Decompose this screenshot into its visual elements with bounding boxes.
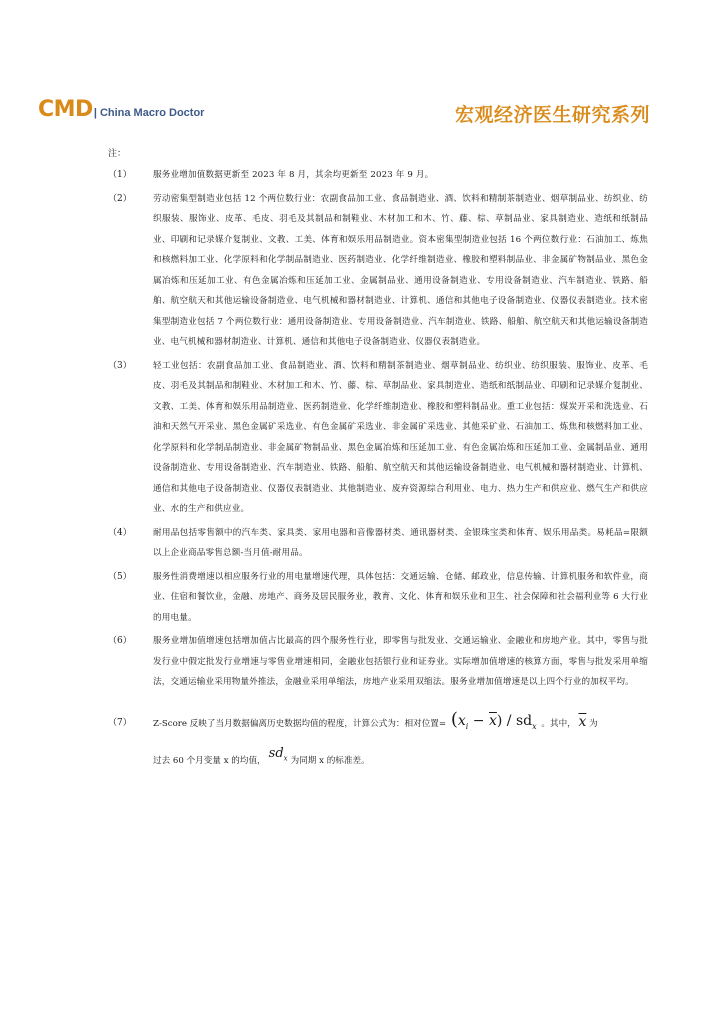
note-item [108,165,648,186]
sd-symbol: $sd_x$ [268,746,288,763]
series-title: 宏观经济医生研究系列 [454,104,650,126]
logo-subtitle: China Macro Doctor [96,107,205,119]
note-text: 服务业增加值数据更新至 2023 年 8 月，其余均更新至 2023 年 9 月。 [153,170,434,180]
note-number: （1） [108,170,132,180]
notes-label: 注： [108,149,127,159]
zscore-text-a: Z-Score 反映了当月数据偏离历史数据均值的程度，计算公式为：相对位置= [153,718,447,729]
zscore-formula: $(x_i - \overline{x}) / sd_x$ [450,708,537,731]
notes-section [108,147,648,772]
logo-separator: | [93,107,97,119]
zscore-line2-a: 过去 60 个月变量 x 的均值， [153,756,266,767]
zscore-description [153,705,648,742]
note-number: （7） [108,717,132,728]
note-item [108,567,648,629]
note-item [108,356,648,520]
note-number: （2） [108,193,132,204]
cmd-logo [38,97,204,122]
xbar-symbol: $\overline{x}$ [578,713,587,730]
zscore-line2-b: 为同期 x 的标准差。 [290,756,370,767]
note-number: （3） [108,360,132,371]
note-text: 劳动密集型制造业包括 12 个两位数行业：农副食品加工业、食品制造业、酒、饮料和精制茶制造业、烟草制品业、纺织业、纺织服装、服饰业、皮革、毛皮、羽毛及其制品和制鞋业、木材加工和木、竹、藤、棕、草制品业、家具制造业、造纸和纸制品业、印刷和记录媒介复制业、文教、工美、体育和娱乐用品制造业。资本密集型制造业包括 16 个两位数行业：石油加工、炼焦和核燃料加工业、化学原料和化学制品制造业、医药制造业、化学纤维制造业、橡胶和塑料制品业、非金属矿物制品业、黑色金属冶炼和压延加工业、有色金属冶炼和压延加工业、金属制品业、通用设备制造业、专用设备制造业、汽车制造业、铁路、船舶、航空航天和其他运输设备制造业、电气机械和器材制造业、计算机、通信和其他电子设备制造业、仪器仪表制造业。技术密集型制造业包括 7 个两位数行业：通用设备制造业、专用设备制造业、汽车制造业、铁路、船舶、航空航天和其他运输设备制造业、电气机械和器材制造业、计算机、通信和其他电子设备制造业、仪器仪表制造业。 [153,193,648,347]
zscore-text-b: 。其中， [541,718,576,729]
note-number: （5） [108,571,132,582]
note-number: （6） [108,636,132,646]
note-text: 轻工业包括：农副食品加工业、食品制造业、酒、饮料和精制茶制造业、烟草制品业、纺织业、纺织服装、服饰业、皮革、毛皮、羽毛及其制品和制鞋业、木材加工和木、竹、藤、棕、草制品业、家具制造业、造纸和纸制品业、印刷和记录媒介复制业、文教、工美、体育和娱乐用品制造业、医药制造业、化学纤维制造业、橡胶和塑料制品业。重工业包括：煤炭开采和洗选业、石油和天然气开采业、黑色金属矿采选业、有色金属矿采选业、非金属矿采选业、其他采矿业、石油加工、炼焦和核燃料加工业、化学原料和化学制品制造业、非金属矿物制品业、黑色金属冶炼和压延加工业、有色金属冶炼和压延加工业、金属制品业、通用设备制造业、专用设备制造业、汽车制造业、铁路、船舶、航空航天和其他运输设备制造业、电气机械和器材制造业、计算机、通信和其他电子设备制造业、仪器仪表制造业、其他制造业、废弃资源综合利用业、电力、热力生产和供应业、燃气生产和供应业、水的生产和供应业。 [153,360,648,514]
note-number: （4） [108,527,132,538]
note-item [108,189,648,353]
note-text: 服务业增加值增速包括增加值占比最高的四个服务性行业，即零售与批发业、交通运输业、金融业和房地产业。其中，零售与批发行业中假定批发行业增速与零售业增速相同，金融业包括银行业和证券业。实际增加值增速的核算方面，零售与批发采用单缩法，交通运输业采用物量外推法，金融业采用单缩法，房地产业采用双缩法。服务业增加值增速是以上四个行业的加权平均。 [153,636,648,687]
note-text: 耐用品包括零售额中的汽车类、家具类、家用电器和音像器材类、通讯器材类、金银珠宝类和体育、娱乐用品类。易耗品=限额以上企业商品零售总额-当月值-耐用品。 [153,527,648,558]
page-header [0,0,724,140]
zscore-line-2 [153,743,648,772]
note-text: 服务性消费增速以相应服务行业的用电量增速代理，具体包括：交通运输、仓储、邮政业，信息传输、计算机服务和软件业，商业、住宿和餐饮业，金融、房地产、商务及居民服务业，教育、文化、体育和娱乐业和卫生、社会保障和社会福利业等 6 大行业的用电量。 [153,571,648,623]
note-item-zscore [108,705,648,742]
note-item [108,523,648,564]
zscore-text-c: 为 [589,718,598,729]
logo-main: CMD [38,97,93,122]
note-item [108,631,648,693]
